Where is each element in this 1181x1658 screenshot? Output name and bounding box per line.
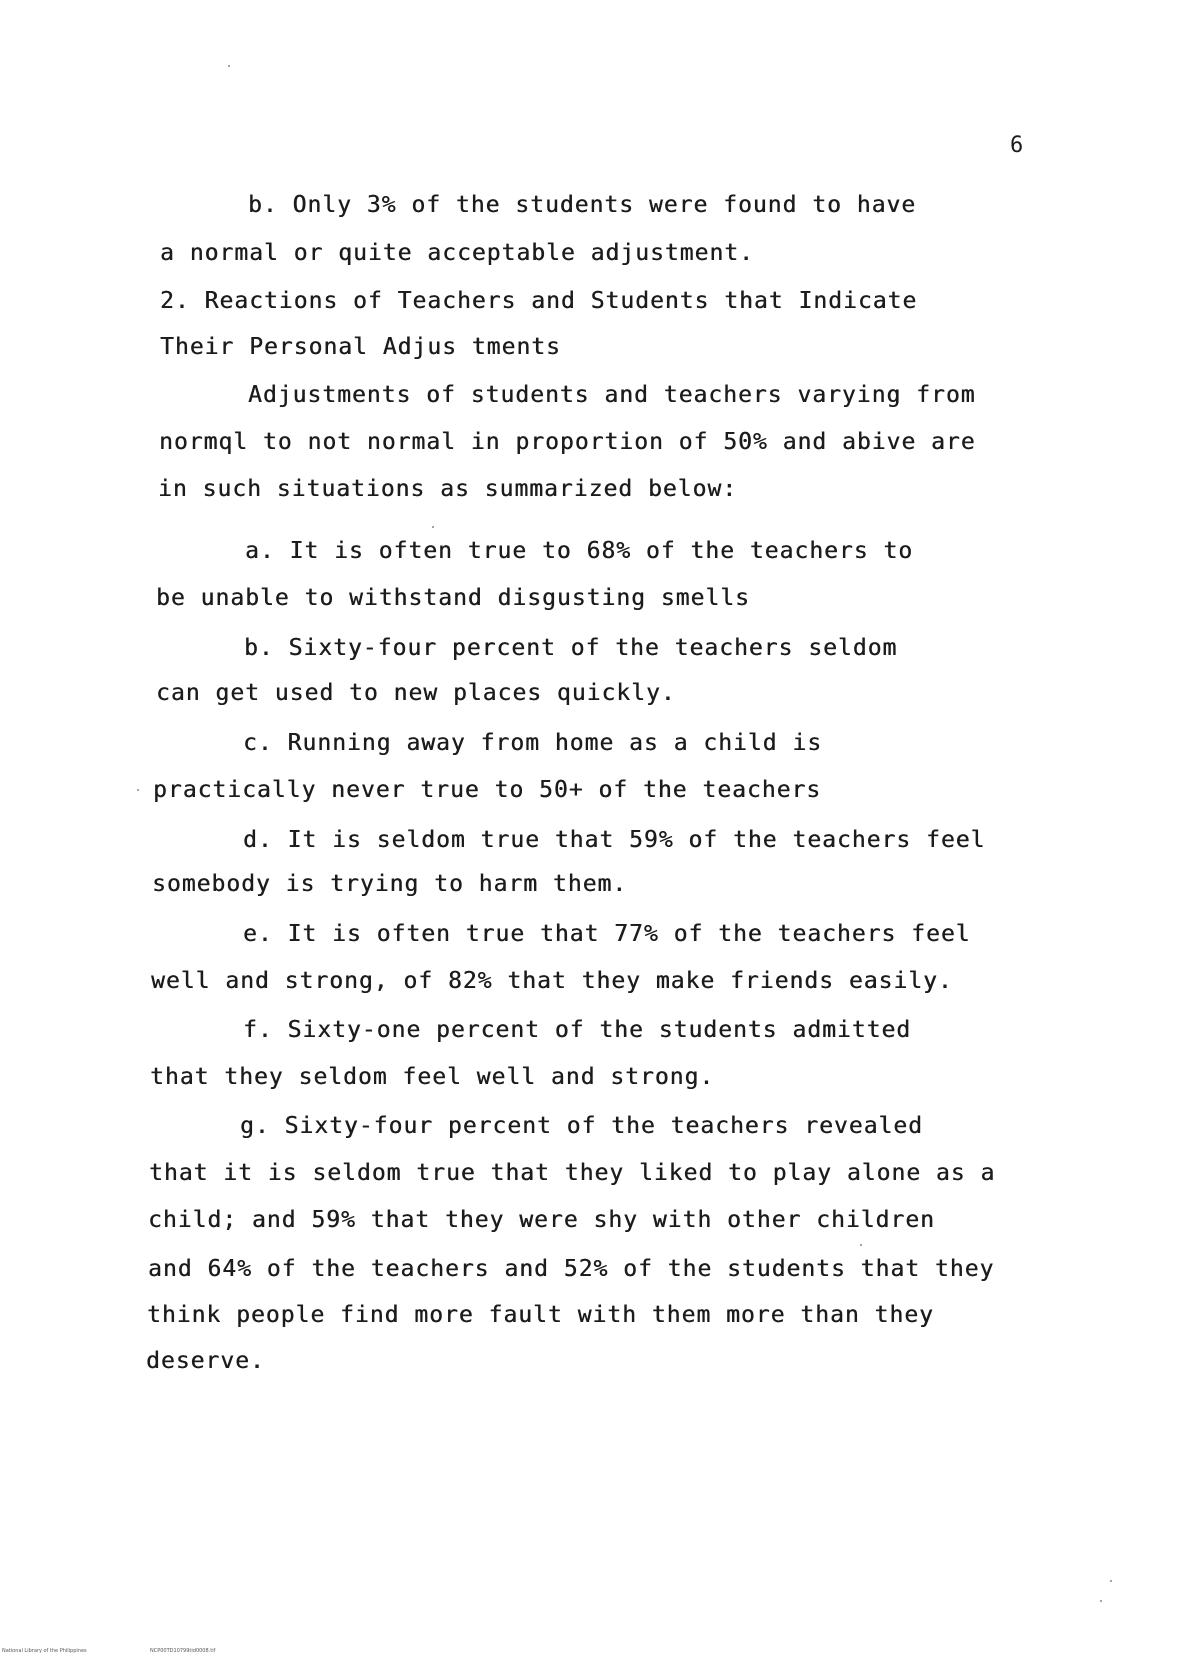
text-line: in such situations as summarized below:	[158, 476, 738, 502]
scan-speck	[228, 65, 230, 67]
scan-speck	[860, 1244, 862, 1246]
list-item: d. It is seldom true that 59% of the teachers feel	[243, 827, 986, 853]
text-line: child; and 59% that they were shy with other children	[148, 1207, 935, 1233]
text-line: that it is seldom true that they liked to play alone as a	[149, 1160, 996, 1186]
list-item: f. Sixty-one percent of the students admitted	[243, 1017, 912, 1043]
text-line: practically never true to 50+ of the teachers	[153, 777, 822, 803]
text-line: deserve.	[146, 1348, 265, 1374]
text-line: well and strong, of 82% that they make friends easily.	[151, 968, 953, 994]
list-item: e. It is often true that 77% of the teachers feel	[243, 921, 971, 947]
page-number: 6	[1010, 133, 1024, 158]
text-line: think people find more fault with them more than they	[147, 1302, 934, 1328]
text-line: somebody is trying to harm them.	[152, 871, 628, 897]
list-item: g. Sixty-four percent of the teachers revealed	[240, 1113, 923, 1139]
text-line: can get used to new places quickly.	[156, 680, 676, 706]
text-line: a normal or quite acceptable adjustment.	[160, 240, 754, 266]
text-line: normql to not normal in proportion of 50% and abive are	[159, 429, 976, 455]
section-heading: Their Personal Adjus tments	[160, 334, 561, 360]
footer-file-id: NCP00TD10799tid0008.tif	[150, 1648, 216, 1654]
footer-library: National Library of the Philippines	[2, 1648, 87, 1654]
scan-speck	[1100, 1600, 1102, 1602]
list-item: b. Sixty-four percent of the teachers seldom	[244, 635, 898, 661]
text-line: and 64% of the teachers and 52% of the students that they	[148, 1256, 995, 1282]
scan-speck	[137, 789, 139, 791]
text-line: be unable to withstand disgusting smells	[156, 585, 750, 611]
list-item: c. Running away from home as a child is	[243, 730, 823, 756]
text-line: that they seldom feel well and strong.	[150, 1064, 715, 1090]
scan-speck	[1110, 1580, 1112, 1582]
list-item: a. It is often true to 68% of the teachers to	[245, 538, 914, 564]
section-heading: 2. Reactions of Teachers and Students that Indicate	[160, 288, 918, 314]
text-line: b. Only 3% of the students were found to have	[248, 192, 917, 218]
scan-speck	[432, 526, 434, 528]
text-line: Adjustments of students and teachers varying from	[248, 382, 976, 408]
